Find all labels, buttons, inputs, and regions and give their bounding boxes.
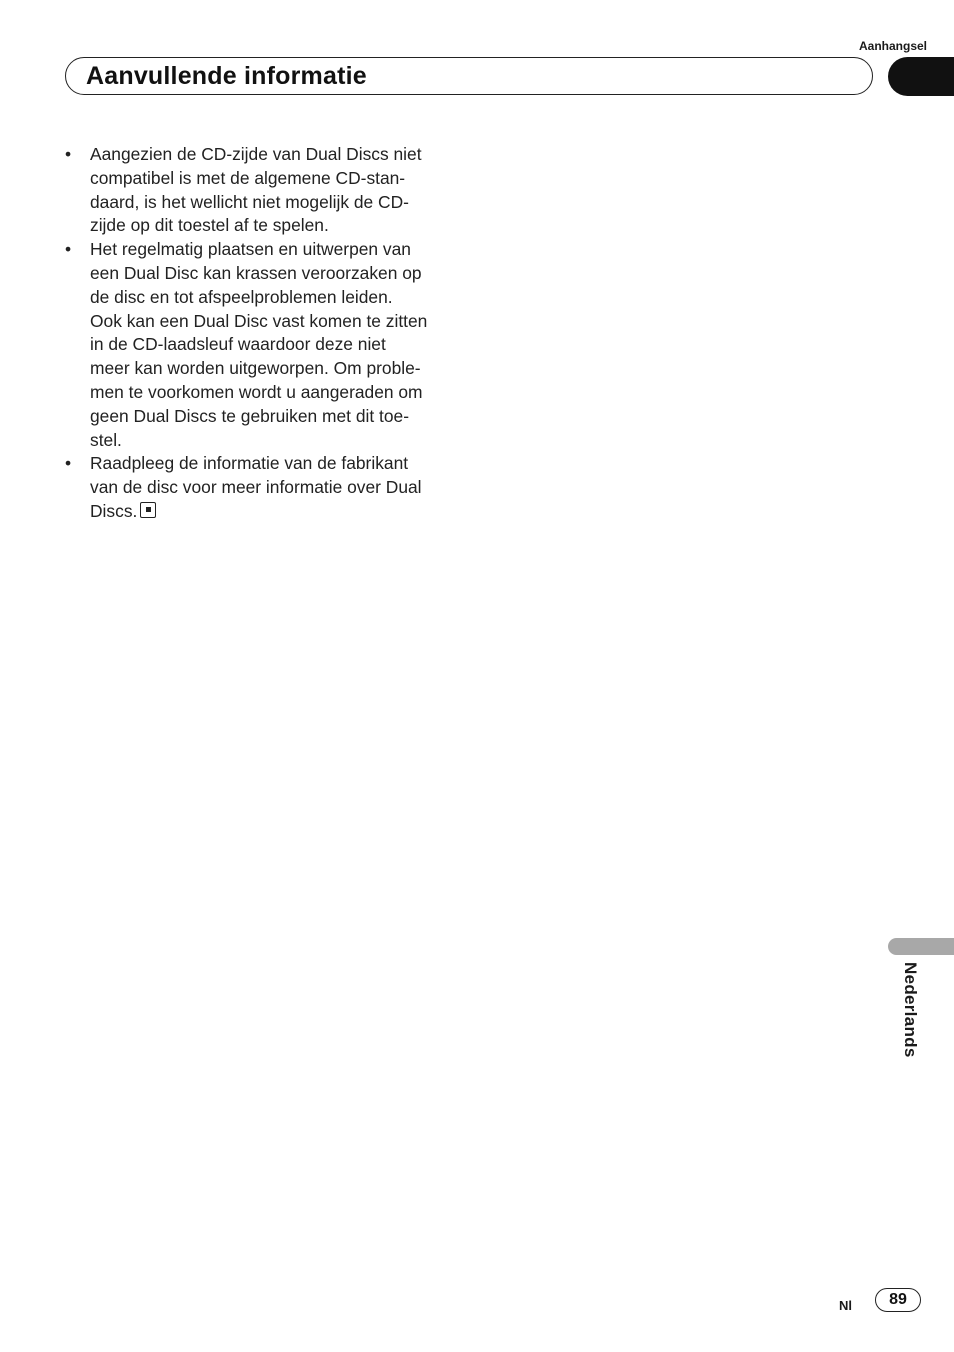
bullet-item: [60, 452, 455, 523]
language-label: Nederlands: [901, 962, 920, 1058]
bullet-line: geen Dual Discs te gebruiken met dit toe-: [90, 405, 409, 426]
bullet-line: meer kan worden uitgeworpen. Om proble-: [90, 358, 421, 379]
bullet-line: men te voorkomen wordt u aangeraden om: [90, 381, 423, 402]
bullet-line: in de CD-laadsleuf waardoor deze niet: [90, 334, 386, 355]
bullet-line: Het regelmatig plaatsen en uitwerpen van: [90, 239, 411, 260]
bullet-line: de disc en tot afspeelproblemen leiden.: [90, 286, 393, 307]
section-label: Aanhangsel: [858, 39, 927, 53]
title-bar: [65, 57, 873, 95]
bullet-list: [60, 143, 455, 524]
bullet-item: [60, 238, 455, 452]
bullet-line: van de disc voor meer informatie over Dual: [90, 477, 422, 498]
bullet-line: een Dual Disc kan krassen veroorzaken op: [90, 262, 422, 283]
language-code: Nl: [839, 1298, 852, 1313]
bullet-line: Aangezien de CD-zijde van Dual Discs niet: [90, 144, 422, 164]
bullet-line: compatibel is met de algemene CD-stan-: [90, 167, 406, 188]
language-tab: [888, 938, 954, 955]
bullet-line: daard, is het wellicht niet mogelijk de CD-: [90, 191, 409, 212]
bullet-line: zijde op dit toestel af te spelen.: [90, 215, 329, 236]
bullet-line: stel.: [90, 429, 122, 450]
bullet-line: Raadpleeg de informatie van de fabrikant: [90, 453, 409, 474]
chapter-tab: [888, 57, 954, 96]
bullet-line: Discs.: [90, 500, 138, 521]
bullet-line: Ook kan een Dual Disc vast komen te zitten: [90, 310, 428, 331]
bullet-dot-icon: •: [65, 453, 72, 474]
bullet-item: [60, 143, 455, 238]
bullet-dot-icon: •: [65, 239, 72, 260]
bullet-dot-icon: •: [65, 144, 72, 164]
page-title: Aanvullende informatie: [86, 62, 367, 90]
end-of-section-icon: [140, 502, 156, 518]
page-number: 89: [875, 1288, 921, 1312]
